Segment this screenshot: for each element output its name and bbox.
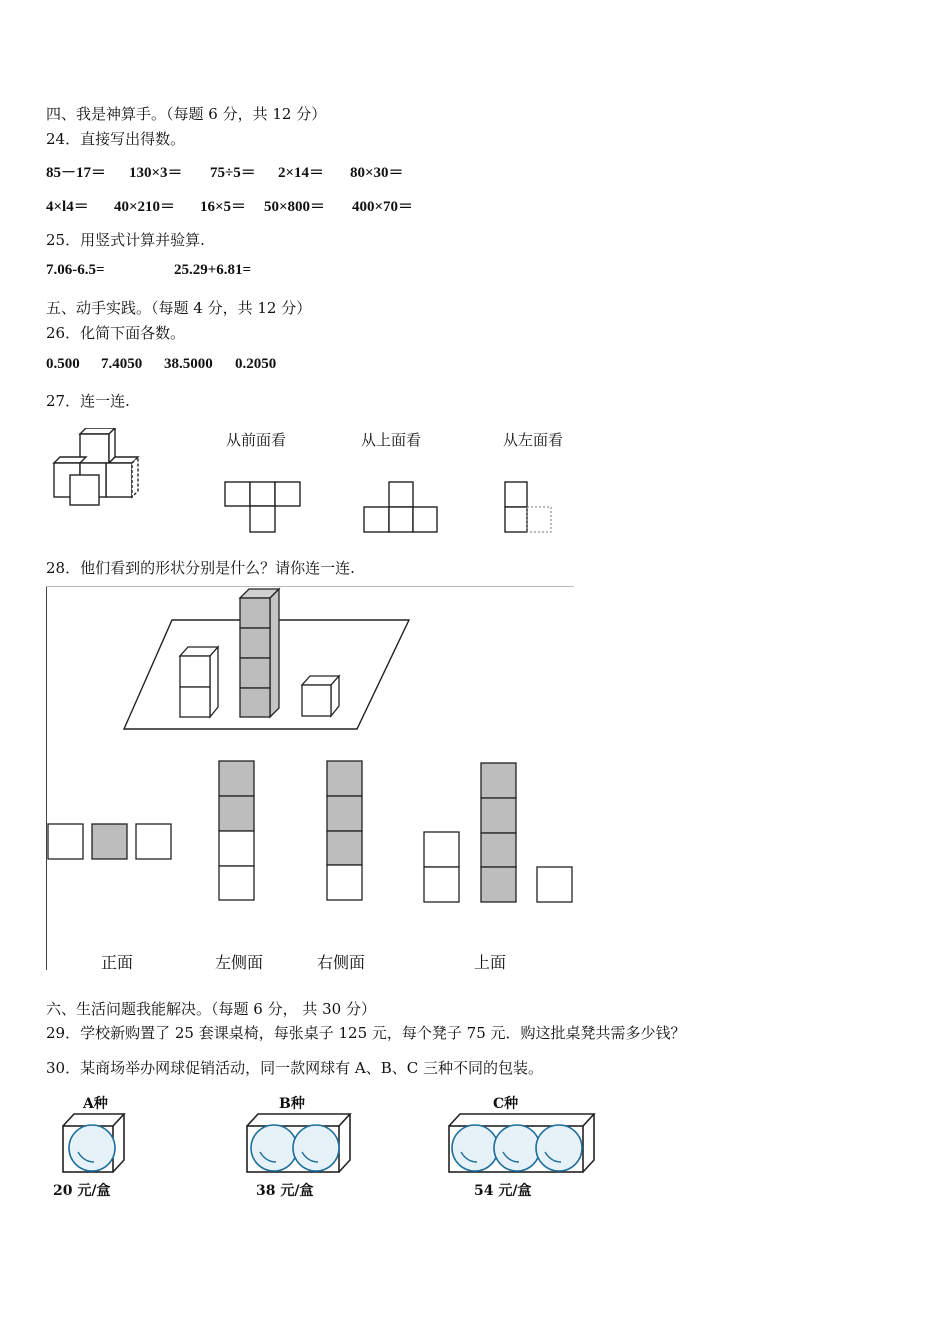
package-b-box [244, 1110, 354, 1176]
q24-item: 4×l4＝ [46, 199, 89, 215]
section6-heading: 六、生活问题我能解决。（每题 6 分， 共 30 分） [46, 1000, 376, 1018]
q24-item: 80×30＝ [350, 165, 404, 181]
left-view-shape [503, 481, 555, 533]
q28-label-left: 左侧面 [215, 953, 264, 972]
q24-row1 [46, 161, 404, 182]
view-label-left: 从左面看 [503, 431, 564, 449]
q26-prompt: 26．化简下面各数。 [46, 324, 186, 342]
front-view-shape [224, 481, 302, 533]
package-b-price: 38 元/盒 [256, 1183, 314, 1199]
view-label-front: 从前面看 [226, 431, 287, 449]
q29-text: 29．学校新购置了 25 套课桌椅，每张桌子 125 元，每个凳子 75 元．购这批桌凳共需多少钱？ [46, 1024, 686, 1042]
package-a-box [60, 1110, 130, 1176]
view-label-top: 从上面看 [361, 431, 422, 449]
q30-prompt: 30．某商场举办网球促销活动，同一款网球有 A、B、C 三种不同的包装。 [46, 1059, 543, 1077]
q24-item: 85－17＝ [46, 165, 107, 181]
q28-figure [46, 586, 576, 970]
q28-label-front: 正面 [101, 953, 134, 972]
q24-item: 400×70＝ [352, 199, 414, 215]
q26-number: 7.4050 [101, 356, 143, 372]
q24-prompt: 24．直接写出得数。 [46, 130, 186, 148]
q25-item: 7.06-6.5= [46, 262, 105, 278]
q26-number: 0.500 [46, 356, 80, 372]
q28-label-right: 右侧面 [317, 953, 366, 972]
package-b-name: B种 [279, 1096, 305, 1112]
package-a-name: A种 [83, 1096, 108, 1112]
q28-prompt: 28．他们看到的形状分别是什么？请你连一连. [46, 559, 355, 577]
q24-item: 75÷5＝ [210, 165, 256, 181]
q27-cube-solid [48, 428, 158, 512]
package-a-price: 20 元/盒 [53, 1183, 111, 1199]
section4-heading: 四、我是神算手。（每题 6 分，共 12 分） [46, 105, 327, 123]
q26-number: 0.2050 [235, 356, 277, 372]
q24-item: 2×14＝ [278, 165, 325, 181]
package-c-box [446, 1110, 598, 1176]
q24-item: 16×5＝ [200, 199, 247, 215]
section5-heading: 五、动手实践。（每题 4 分，共 12 分） [46, 299, 312, 317]
package-c-name: C种 [493, 1096, 519, 1112]
package-c-price: 54 元/盒 [474, 1183, 532, 1199]
q27-prompt: 27．连一连. [46, 392, 130, 410]
q25-items [46, 262, 251, 279]
q24-item: 50×800＝ [264, 199, 326, 215]
q24-row2 [46, 195, 413, 216]
q26-numbers [46, 356, 276, 373]
q25-item: 25.29+6.81= [174, 262, 252, 278]
top-view-shape [363, 481, 439, 533]
q28-label-top: 上面 [474, 953, 507, 972]
q24-item: 130×3＝ [129, 165, 183, 181]
q26-number: 38.5000 [164, 356, 213, 372]
q24-item: 40×210＝ [114, 199, 176, 215]
q25-prompt: 25．用竖式计算并验算. [46, 231, 205, 249]
